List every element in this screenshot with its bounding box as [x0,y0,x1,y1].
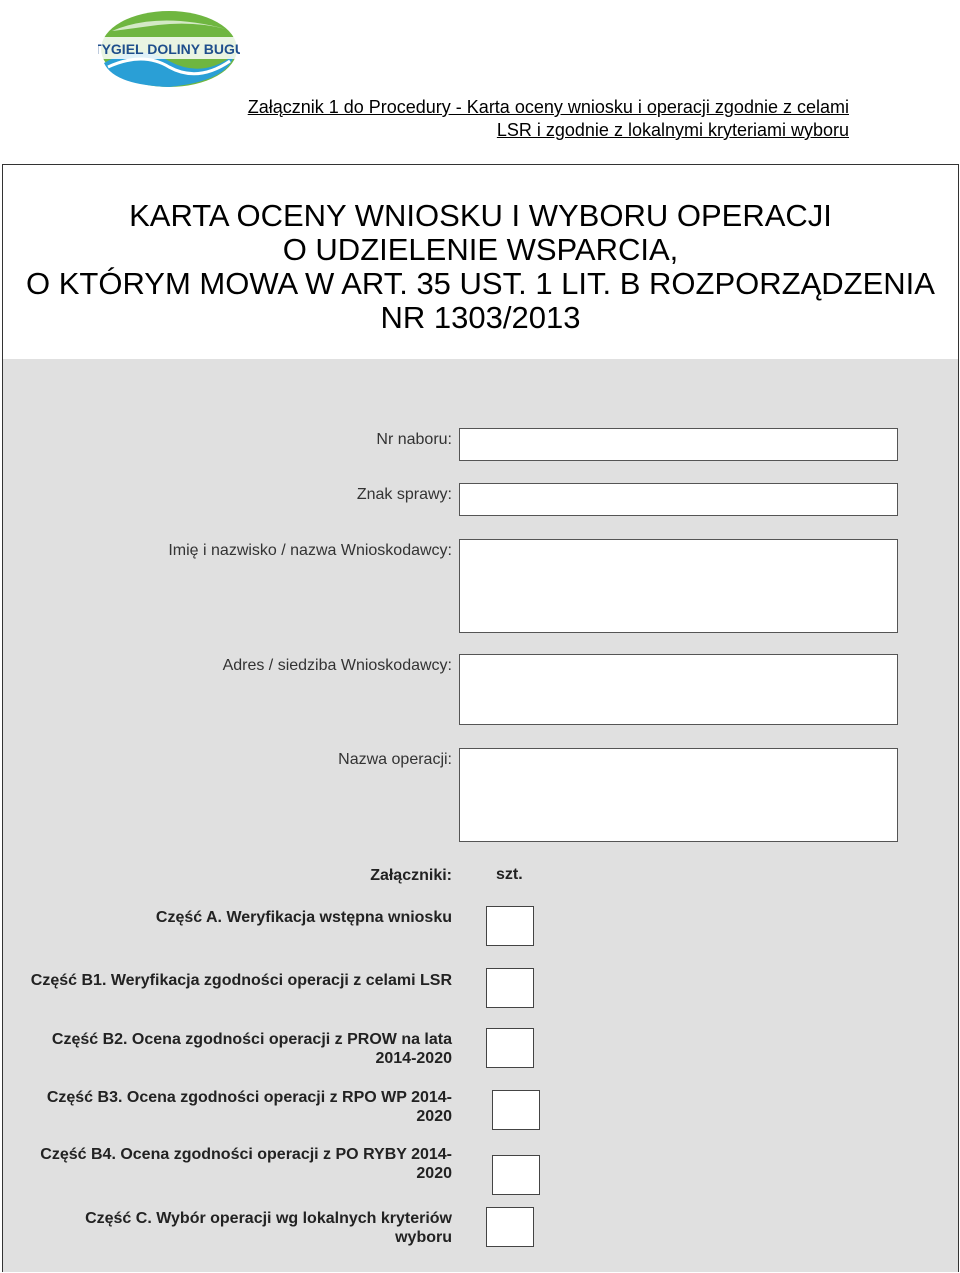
main-title-line1: KARTA OCENY WNIOSKU I WYBORU OPERACJI [129,198,832,233]
part-b2-label: Część B2. Ocena zgodności operacji z PROW na lata 2014-2020 [51,1031,452,1067]
nazwa-operacji-field[interactable] [459,748,898,842]
title-box [2,164,959,360]
unit-label: szt. [496,866,523,883]
attachment-heading-line2: LSR i zgodnie z lokalnymi kryteriami wyboru [496,120,849,140]
main-title-line4: NR 1303/2013 [380,300,581,335]
part-b1-count-box[interactable] [486,968,534,1008]
znak-sprawy-label: Znak sprawy: [356,486,452,503]
znak-sprawy-field[interactable] [459,483,898,516]
part-a-count-box[interactable] [486,906,534,946]
part-c-count-box[interactable] [486,1207,534,1247]
main-title-line3: O KTÓRYM MOWA W ART. 35 UST. 1 LIT. B ROZPORZĄDZENIA [26,266,935,301]
attachment-heading [89,96,849,142]
wnioskodawca-field[interactable] [459,539,898,633]
zalaczniki-label: Załączniki: [370,867,452,884]
part-b4-count-box[interactable] [492,1155,540,1195]
main-title [3,199,958,335]
part-a-label: Część A. Weryfikacja wstępna wniosku [155,909,452,926]
part-b2-count-box[interactable] [486,1028,534,1068]
part-b4-label: Część B4. Ocena zgodności operacji z PO RYBY 2014- 2020 [40,1146,452,1182]
part-b3-count-box[interactable] [492,1090,540,1130]
part-b3-label: Część B3. Ocena zgodności operacji z RPO WP 2014- 2020 [46,1089,452,1125]
adres-label: Adres / siedziba Wnioskodawcy: [222,657,452,674]
attachment-heading-line1: Załącznik 1 do Procedury - Karta oceny wniosku i operacji zgodnie z celami [247,97,849,117]
nr-naboru-field[interactable] [459,428,898,461]
nazwa-operacji-label: Nazwa operacji: [338,751,452,768]
part-b1-label: Część B1. Weryfikacja zgodności operacji z celami LSR [30,972,452,989]
main-title-line2: O UDZIELENIE WSPARCIA, [282,232,679,267]
part-c-label: Część C. Wybór operacji wg lokalnych kryteriów wyboru [85,1210,452,1246]
svg-text:TYGIEL DOLINY BUGU: TYGIEL DOLINY BUGU [98,41,240,57]
adres-field[interactable] [459,654,898,725]
nr-naboru-label: Nr naboru: [376,431,452,448]
tygiel-doliny-bugu-logo [98,7,240,91]
wnioskodawca-label: Imię i nazwisko / nazwa Wnioskodawcy: [168,542,452,559]
